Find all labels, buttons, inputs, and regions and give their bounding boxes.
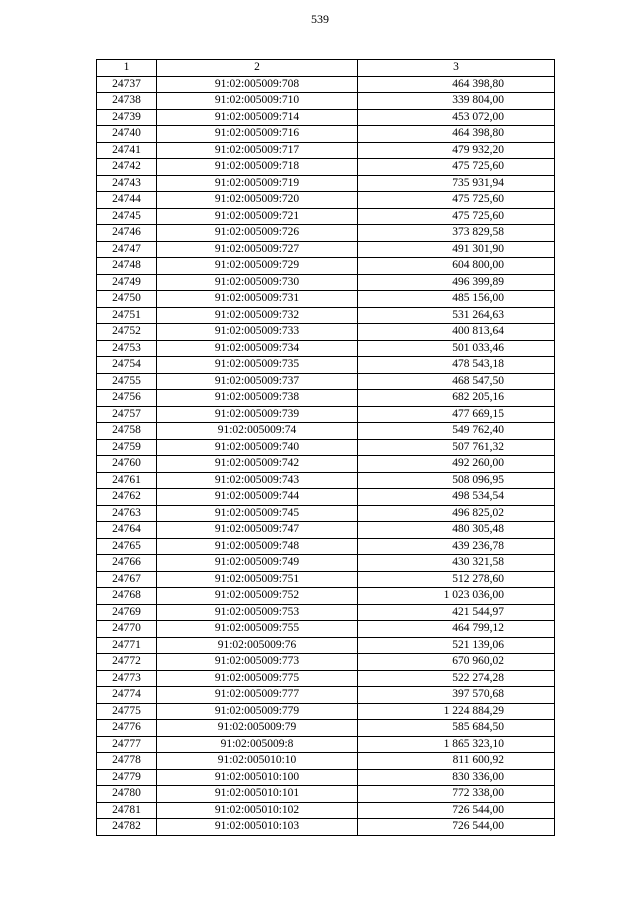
row-number-cell: 24761 [97, 472, 157, 489]
row-number-cell: 24769 [97, 604, 157, 621]
row-number-cell: 24754 [97, 357, 157, 374]
cadastral-value-cell: 726 544,00 [358, 802, 555, 819]
cadastral-value-cell: 479 932,20 [358, 142, 555, 159]
cadastral-number-cell: 91:02:005010:102 [157, 802, 358, 819]
table-row [97, 241, 555, 258]
table-row [97, 753, 555, 770]
cadastral-number-cell: 91:02:005009:735 [157, 357, 358, 374]
cadastral-value-cell: 830 336,00 [358, 769, 555, 786]
cadastral-number-cell: 91:02:005009:773 [157, 654, 358, 671]
cadastral-value-cell: 492 260,00 [358, 456, 555, 473]
cadastral-value-cell: 373 829,58 [358, 225, 555, 242]
row-number-cell: 24747 [97, 241, 157, 258]
cadastral-value-cell: 811 600,92 [358, 753, 555, 770]
row-number-cell: 24770 [97, 621, 157, 638]
cadastral-number-cell: 91:02:005009:79 [157, 720, 358, 737]
row-number-cell: 24741 [97, 142, 157, 159]
table-row [97, 571, 555, 588]
cadastral-value-cell: 397 570,68 [358, 687, 555, 704]
cadastral-value-cell: 512 278,60 [358, 571, 555, 588]
table-row [97, 637, 555, 654]
cadastral-value-cell: 485 156,00 [358, 291, 555, 308]
row-number-cell: 24774 [97, 687, 157, 704]
cadastral-number-cell: 91:02:005009:748 [157, 538, 358, 555]
table-row [97, 291, 555, 308]
row-number-cell: 24759 [97, 439, 157, 456]
table-row [97, 621, 555, 638]
table-row [97, 604, 555, 621]
cadastral-value-cell: 496 399,89 [358, 274, 555, 291]
table-row [97, 703, 555, 720]
table-row [97, 538, 555, 555]
row-number-cell: 24766 [97, 555, 157, 572]
table-row [97, 225, 555, 242]
row-number-cell: 24777 [97, 736, 157, 753]
cadastral-value-cell: 464 398,80 [358, 126, 555, 143]
row-number-cell: 24742 [97, 159, 157, 176]
row-number-cell: 24768 [97, 588, 157, 605]
cadastral-number-cell: 91:02:005009:753 [157, 604, 358, 621]
row-number-cell: 24772 [97, 654, 157, 671]
table-row [97, 126, 555, 143]
cadastral-number-cell: 91:02:005009:720 [157, 192, 358, 209]
cadastral-value-cell: 475 725,60 [358, 208, 555, 225]
cadastral-value-cell: 549 762,40 [358, 423, 555, 440]
cadastral-number-cell: 91:02:005009:74 [157, 423, 358, 440]
cadastral-number-cell: 91:02:005009:726 [157, 225, 358, 242]
cadastral-value-cell: 508 096,95 [358, 472, 555, 489]
cadastral-value-cell: 475 725,60 [358, 192, 555, 209]
row-number-cell: 24739 [97, 109, 157, 126]
cadastral-value-cell: 453 072,00 [358, 109, 555, 126]
table-row [97, 274, 555, 291]
table-row [97, 456, 555, 473]
table-row [97, 340, 555, 357]
cadastral-number-cell: 91:02:005009:710 [157, 93, 358, 110]
cadastral-number-cell: 91:02:005009:76 [157, 637, 358, 654]
table-row [97, 505, 555, 522]
table-row [97, 489, 555, 506]
cadastral-value-cell: 468 547,50 [358, 373, 555, 390]
table-body [97, 76, 555, 835]
table-row [97, 390, 555, 407]
row-number-cell: 24764 [97, 522, 157, 539]
table-row [97, 522, 555, 539]
cadastral-value-cell: 498 534,54 [358, 489, 555, 506]
cadastral-value-cell: 464 398,80 [358, 76, 555, 93]
cadastral-number-cell: 91:02:005009:743 [157, 472, 358, 489]
table-row [97, 736, 555, 753]
row-number-cell: 24749 [97, 274, 157, 291]
row-number-cell: 24762 [97, 489, 157, 506]
cadastral-number-cell: 91:02:005009:717 [157, 142, 358, 159]
cadastral-number-cell: 91:02:005009:740 [157, 439, 358, 456]
column-header-cadastral-number: 2 [157, 60, 358, 77]
table-row [97, 175, 555, 192]
cadastral-number-cell: 91:02:005009:8 [157, 736, 358, 753]
cadastral-number-cell: 91:02:005009:737 [157, 373, 358, 390]
cadastral-value-cell: 501 033,46 [358, 340, 555, 357]
row-number-cell: 24755 [97, 373, 157, 390]
cadastral-value-cell: 430 321,58 [358, 555, 555, 572]
cadastral-number-cell: 91:02:005010:10 [157, 753, 358, 770]
table-row [97, 357, 555, 374]
cadastral-value-cell: 531 264,63 [358, 307, 555, 324]
cadastral-number-cell: 91:02:005009:714 [157, 109, 358, 126]
cadastral-number-cell: 91:02:005009:739 [157, 406, 358, 423]
row-number-cell: 24756 [97, 390, 157, 407]
row-number-cell: 24760 [97, 456, 157, 473]
table-row [97, 109, 555, 126]
row-number-cell: 24757 [97, 406, 157, 423]
cadastral-number-cell: 91:02:005009:719 [157, 175, 358, 192]
page-number: 539 [311, 12, 329, 26]
cadastral-number-cell: 91:02:005009:744 [157, 489, 358, 506]
table-row [97, 142, 555, 159]
row-number-cell: 24738 [97, 93, 157, 110]
cadastral-number-cell: 91:02:005009:716 [157, 126, 358, 143]
row-number-cell: 24758 [97, 423, 157, 440]
table-row [97, 687, 555, 704]
cadastral-value-cell: 521 139,06 [358, 637, 555, 654]
cadastral-number-cell: 91:02:005009:730 [157, 274, 358, 291]
row-number-cell: 24763 [97, 505, 157, 522]
row-number-cell: 24767 [97, 571, 157, 588]
cadastral-value-cell: 339 804,00 [358, 93, 555, 110]
cadastral-value-cell: 604 800,00 [358, 258, 555, 275]
row-number-cell: 24779 [97, 769, 157, 786]
cadastral-value-cell: 421 544,97 [358, 604, 555, 621]
cadastral-number-cell: 91:02:005009:779 [157, 703, 358, 720]
cadastral-value-cell: 1 865 323,10 [358, 736, 555, 753]
table-row [97, 76, 555, 93]
row-number-cell: 24753 [97, 340, 157, 357]
row-number-cell: 24746 [97, 225, 157, 242]
cadastral-number-cell: 91:02:005009:755 [157, 621, 358, 638]
cadastral-value-cell: 670 960,02 [358, 654, 555, 671]
cadastral-number-cell: 91:02:005009:727 [157, 241, 358, 258]
table-row [97, 786, 555, 803]
table-row [97, 472, 555, 489]
table-row [97, 159, 555, 176]
cadastral-value-cell: 507 761,32 [358, 439, 555, 456]
table-row [97, 423, 555, 440]
row-number-cell: 24778 [97, 753, 157, 770]
cadastral-number-cell: 91:02:005010:101 [157, 786, 358, 803]
table-row [97, 555, 555, 572]
cadastral-value-cell: 522 274,28 [358, 670, 555, 687]
table-row [97, 93, 555, 110]
cadastral-number-cell: 91:02:005009:742 [157, 456, 358, 473]
cadastral-value-cell: 682 205,16 [358, 390, 555, 407]
cadastral-value-cell: 585 684,50 [358, 720, 555, 737]
cadastral-value-cell: 439 236,78 [358, 538, 555, 555]
table-header-row [97, 60, 555, 77]
row-number-cell: 24740 [97, 126, 157, 143]
cadastral-value-cell: 478 543,18 [358, 357, 555, 374]
table-row [97, 670, 555, 687]
table-row [97, 406, 555, 423]
row-number-cell: 24752 [97, 324, 157, 341]
cadastral-number-cell: 91:02:005009:747 [157, 522, 358, 539]
row-number-cell: 24771 [97, 637, 157, 654]
table-row [97, 192, 555, 209]
row-number-cell: 24743 [97, 175, 157, 192]
cadastral-value-cell: 1 224 884,29 [358, 703, 555, 720]
row-number-cell: 24781 [97, 802, 157, 819]
cadastral-value-cell: 726 544,00 [358, 819, 555, 836]
cadastral-value-cell: 735 931,94 [358, 175, 555, 192]
cadastral-value-cell: 480 305,48 [358, 522, 555, 539]
cadastral-number-cell: 91:02:005009:749 [157, 555, 358, 572]
table-row [97, 588, 555, 605]
cadastral-number-cell: 91:02:005010:103 [157, 819, 358, 836]
cadastral-value-cell: 475 725,60 [358, 159, 555, 176]
cadastral-number-cell: 91:02:005009:731 [157, 291, 358, 308]
cadastral-value-cell: 491 301,90 [358, 241, 555, 258]
row-number-cell: 24745 [97, 208, 157, 225]
cadastral-number-cell: 91:02:005009:745 [157, 505, 358, 522]
cadastral-number-cell: 91:02:005009:777 [157, 687, 358, 704]
row-number-cell: 24782 [97, 819, 157, 836]
cadastral-value-cell: 477 669,15 [358, 406, 555, 423]
cadastral-number-cell: 91:02:005009:718 [157, 159, 358, 176]
cadastral-number-cell: 91:02:005009:751 [157, 571, 358, 588]
cadastral-number-cell: 91:02:005009:721 [157, 208, 358, 225]
row-number-cell: 24748 [97, 258, 157, 275]
row-number-cell: 24751 [97, 307, 157, 324]
cadastral-number-cell: 91:02:005009:775 [157, 670, 358, 687]
table-row [97, 373, 555, 390]
table-row [97, 769, 555, 786]
cadastral-value-cell: 1 023 036,00 [358, 588, 555, 605]
row-number-cell: 24744 [97, 192, 157, 209]
cadastral-number-cell: 91:02:005009:738 [157, 390, 358, 407]
cadastral-number-cell: 91:02:005009:734 [157, 340, 358, 357]
column-header-value: 3 [358, 60, 555, 77]
row-number-cell: 24776 [97, 720, 157, 737]
table-row [97, 439, 555, 456]
cadastral-number-cell: 91:02:005010:100 [157, 769, 358, 786]
table-row [97, 654, 555, 671]
table-row [97, 802, 555, 819]
cadastral-number-cell: 91:02:005009:708 [157, 76, 358, 93]
cadastral-number-cell: 91:02:005009:733 [157, 324, 358, 341]
cadastral-value-cell: 400 813,64 [358, 324, 555, 341]
cadastral-value-cell: 464 799,12 [358, 621, 555, 638]
table-row [97, 208, 555, 225]
cadastral-value-table [96, 59, 555, 836]
cadastral-number-cell: 91:02:005009:752 [157, 588, 358, 605]
cadastral-value-cell: 496 825,02 [358, 505, 555, 522]
row-number-cell: 24775 [97, 703, 157, 720]
row-number-cell: 24765 [97, 538, 157, 555]
row-number-cell: 24773 [97, 670, 157, 687]
row-number-cell: 24780 [97, 786, 157, 803]
table-row [97, 258, 555, 275]
column-header-number: 1 [97, 60, 157, 77]
cadastral-number-cell: 91:02:005009:729 [157, 258, 358, 275]
cadastral-value-cell: 772 338,00 [358, 786, 555, 803]
cadastral-number-cell: 91:02:005009:732 [157, 307, 358, 324]
table-row [97, 819, 555, 836]
row-number-cell: 24750 [97, 291, 157, 308]
table-row [97, 324, 555, 341]
table-row [97, 720, 555, 737]
row-number-cell: 24737 [97, 76, 157, 93]
table-row [97, 307, 555, 324]
